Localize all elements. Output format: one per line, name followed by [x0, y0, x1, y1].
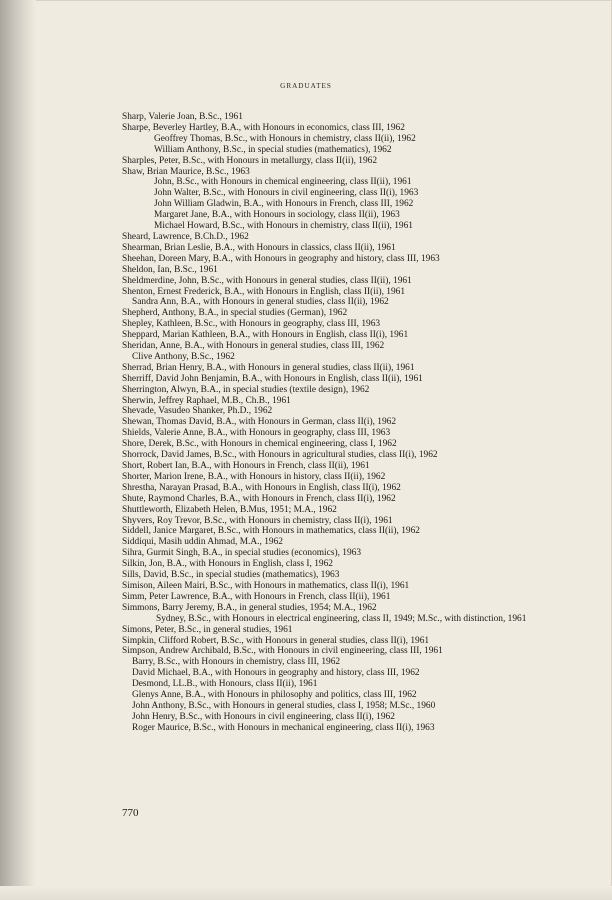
list-entry: Shields, Valerie Anne, B.A., with Honours in geography, class III, 1963	[122, 428, 391, 439]
list-entry: Sills, David, B.Sc., in special studies (mathematics), 1963	[122, 570, 340, 581]
list-entry: Sydney, B.Sc., with Honours in electrical engineering, class II, 1949; M.Sc., with distinction, 1961	[156, 613, 527, 624]
list-entry: Silkin, Jon, B.A., with Honours in English, class I, 1962	[122, 559, 333, 570]
list-entry: Sheehan, Doreen Mary, B.A., with Honours in geography and history, class III, 1963	[122, 253, 440, 264]
list-entry: Sherrington, Alwyn, B.A., in special studies (textile design), 1962	[122, 384, 370, 395]
page-number: 770	[122, 807, 139, 819]
list-entry: Sheppard, Marian Kathleen, B.A., with Honours in English, class II(i), 1961	[122, 330, 409, 341]
list-entry: Shearman, Brian Leslie, B.A., with Honours in classics, class II(ii), 1961	[122, 242, 396, 253]
list-entry: Shevade, Vasudeo Shanker, Ph.D., 1962	[122, 406, 273, 417]
list-entry: Short, Robert Ian, B.A., with Honours in French, class II(ii), 1961	[122, 461, 370, 471]
list-entry: Sharples, Peter, B.Sc., with Honours in metallurgy, class II(ii), 1962	[122, 155, 378, 166]
list-entry: Shaw, Brian Maurice, B.Sc., 1963	[122, 166, 250, 177]
list-entry: Siddiqui, Masih uddin Ahmad, M.A., 1962	[122, 537, 283, 548]
list-entry: Sihra, Gurmit Singh, B.A., in special studies (economics), 1963	[122, 548, 362, 559]
list-entry: Shorter, Marion Irene, B.A., with Honours in history, class II(ii), 1962	[122, 471, 386, 482]
graduates-list	[122, 112, 554, 734]
list-entry: Simons, Peter, B.Sc., in general studies, 1961	[122, 624, 293, 635]
list-entry: Barry, B.Sc., with Honours in chemistry, class III, 1962	[132, 657, 341, 668]
list-entry: Sheldmerdine, John, B.Sc., with Honours in general studies, class II(ii), 1961	[122, 275, 412, 286]
list-entry: Shepley, Kathleen, B.Sc., with Honours in geography, class III, 1963	[122, 319, 381, 330]
list-entry: Roger Maurice, B.Sc., with Honours in mechanical engineering, class II(i), 1963	[132, 722, 435, 733]
running-header: GRADUATES	[280, 82, 332, 90]
list-entry: David Michael, B.A., with Honours in geography and history, class III, 1962	[132, 668, 420, 679]
list-entry: Sharp, Valerie Joan, B.Sc., 1961	[122, 112, 243, 122]
list-entry: Shute, Raymond Charles, B.A., with Honours in French, class II(i), 1962	[122, 493, 396, 504]
list-entry: John William Gladwin, B.A., with Honours in French, class III, 1962	[154, 199, 414, 210]
page-shadow-edge	[0, 0, 36, 900]
list-entry: Shorrock, David James, B.Sc., with Honours in agricultural studies, class II(i), 1962	[122, 450, 438, 461]
list-entry: Shuttleworth, Elizabeth Helen, B.Mus, 1951; M.A., 1962	[122, 504, 337, 515]
list-entry: Shrestha, Narayan Prasad, B.A., with Honours in English, class II(i), 1962	[122, 482, 401, 493]
list-entry: William Anthony, B.Sc., in special studies (mathematics), 1962	[154, 144, 392, 155]
list-entry: Sheldon, Ian, B.Sc., 1961	[122, 264, 218, 275]
list-entry: Michael Howard, B.Sc., with Honours in chemistry, class II(ii), 1961	[154, 221, 413, 232]
page-bottom-edge	[0, 886, 612, 900]
list-entry: John, B.Sc., with Honours in chemical engineering, class II(ii), 1961	[154, 177, 412, 188]
list-entry: Simpkin, Clifford Robert, B.Sc., with Honours in general studies, class II(i), 1961	[122, 635, 430, 646]
list-entry: Simm, Peter Lawrence, B.A., with Honours in French, class II(ii), 1961	[122, 591, 391, 602]
list-entry: Desmond, LL.B., with Honours, class II(ii), 1961	[132, 679, 318, 690]
list-entry: Sherwin, Jeffrey Raphael, M.B., Ch.B., 1961	[122, 395, 291, 406]
list-entry: John Anthony, B.Sc., with Honours in general studies, class I, 1958; M.Sc., 1960	[132, 700, 436, 711]
list-entry: Sherriff, David John Benjamin, B.A., with Honours in English, class II(ii), 1961	[122, 373, 423, 384]
list-entry: Sandra Ann, B.A., with Honours in general studies, class II(ii), 1962	[132, 297, 389, 308]
list-entry: Shore, Derek, B.Sc., with Honours in chemical engineering, class I, 1962	[122, 439, 397, 450]
list-entry: Simpson, Andrew Archibald, B.Sc., with Honours in civil engineering, class III, 1961	[122, 646, 443, 657]
list-entry: Shenton, Ernest Frederick, B.A., with Honours in English, class II(ii), 1961	[122, 286, 406, 297]
list-entry: Glenys Anne, B.A., with Honours in philosophy and politics, class III, 1962	[132, 690, 417, 701]
list-entry: Sharpe, Beverley Hartley, B.A., with Honours in economics, class III, 1962	[122, 122, 405, 133]
list-entry: Shepherd, Anthony, B.A., in special studies (German), 1962	[122, 308, 348, 319]
list-entry: Sheridan, Anne, B.A., with Honours in general studies, class III, 1962	[122, 341, 385, 352]
list-entry: Simison, Aileen Mairi, B.Sc., with Honours in mathematics, class II(i), 1961	[122, 580, 410, 591]
list-entry: Siddell, Janice Margaret, B.Sc., with Honours in mathematics, class II(ii), 1962	[122, 526, 420, 537]
list-entry: Sheard, Lawrence, B.Ch.D., 1962	[122, 231, 249, 242]
list-entry: Simmons, Barry Jeremy, B.A., in general studies, 1954; M.A., 1962	[122, 602, 377, 613]
list-entry: Shewan, Thomas David, B.A., with Honours in German, class II(i), 1962	[122, 417, 397, 428]
list-entry: John Walter, B.Sc., with Honours in civil engineering, class II(i), 1963	[154, 188, 419, 199]
list-entry: Margaret Jane, B.A., with Honours in sociology, class II(ii), 1963	[154, 210, 400, 221]
list-entry: John Henry, B.Sc., with Honours in civil engineering, class II(i), 1962	[132, 711, 395, 722]
list-entry: Clive Anthony, B.Sc., 1962	[132, 351, 235, 362]
list-entry: Sherrad, Brian Henry, B.A., with Honours in general studies, class II(ii), 1961	[122, 362, 415, 373]
list-entry: Geoffrey Thomas, B.Sc., with Honours in chemistry, class II(ii), 1962	[154, 133, 416, 144]
list-entry: Shyvers, Roy Trevor, B.Sc., with Honours in chemistry, class II(i), 1961	[122, 515, 393, 526]
